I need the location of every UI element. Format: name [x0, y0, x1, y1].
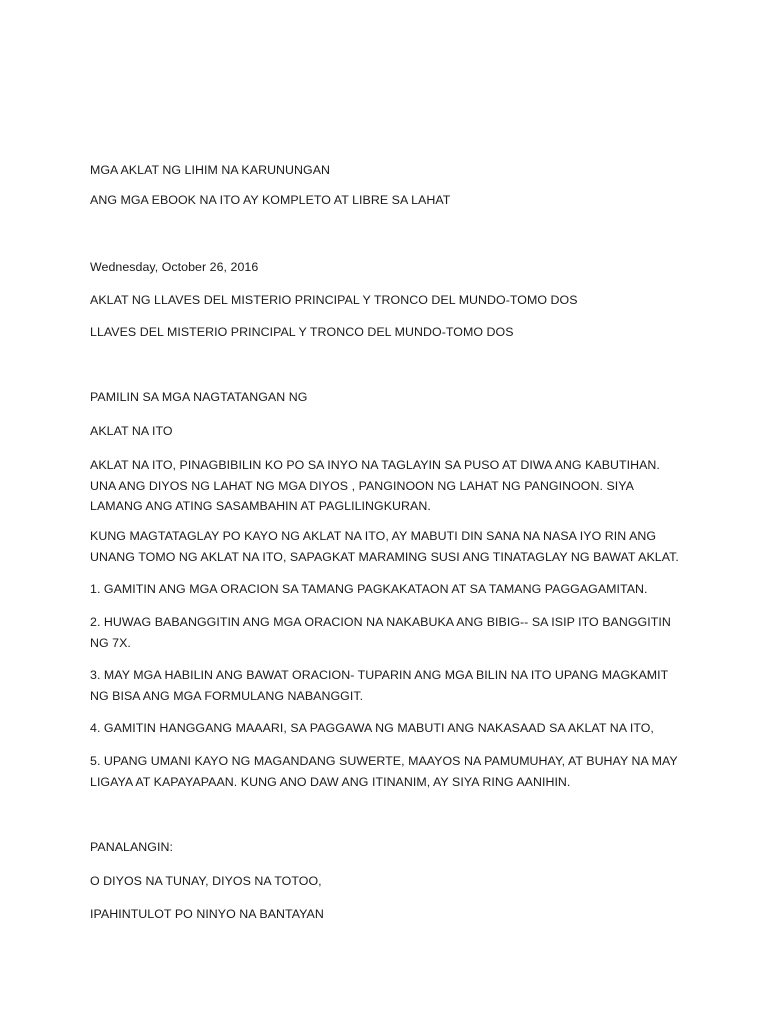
section-subheading: AKLAT NA ITO: [90, 424, 173, 438]
numbered-item: 2. HUWAG BABANGGITIN ANG MGA ORACION NA NAKABUKA ANG BIBIG-- SA ISIP ITO BANGGITIN NG 7X.: [90, 615, 671, 650]
prayer-line: O DIYOS NA TUNAY, DIYOS NA TOTOO,: [90, 874, 322, 888]
numbered-item: 5. UPANG UMANI KAYO NG MAGANDANG SUWERTE, MAAYOS NA PAMUMUHAY, AT BUHAY NA MAY LIGAYA AT KAPAYAPAAN. KUNG ANO DAW ANG ITINANIM, AY SIYA RING AANIHIN.: [90, 754, 678, 789]
numbered-item: 1. GAMITIN ANG MGA ORACION SA TAMANG PAGKAKATAON AT SA TAMANG PAGGAGAMITAN.: [90, 582, 648, 596]
numbered-item: 3. MAY MGA HABILIN ANG BAWAT ORACION- TUPARIN ANG MGA BILIN NA ITO UPANG MAGKAMIT NG BISA ANG MGA FORMULANG NABANGGIT.: [90, 668, 669, 703]
post-subtitle: LLAVES DEL MISTERIO PRINCIPAL Y TRONCO DEL MUNDO-TOMO DOS: [90, 325, 514, 339]
numbered-item: 4. GAMITIN HANGGANG MAAARI, SA PAGGAWA NG MABUTI ANG NAKASAAD SA AKLAT NA ITO,: [90, 721, 654, 735]
post-date: Wednesday, October 26, 2016: [90, 260, 259, 274]
document-subheading: ANG MGA EBOOK NA ITO AY KOMPLETO AT LIBRE SA LAHAT: [90, 193, 451, 207]
section-heading: PAMILIN SA MGA NAGTATANGAN NG: [90, 390, 308, 404]
prayer-heading: PANALANGIN:: [90, 840, 173, 854]
document-heading: MGA AKLAT NG LIHIM NA KARUNUNGAN: [90, 163, 331, 177]
prayer-line: IPAHINTULOT PO NINYO NA BANTAYAN: [90, 907, 324, 921]
paragraph: KUNG MAGTATAGLAY PO KAYO NG AKLAT NA ITO, AY MABUTI DIN SANA NA NASA IYO RIN ANG UNANG TOMO NG AKLAT NA ITO, SAPAGKAT MARAMING SUSI ANG TINATAGLAY NG BAWAT AKLAT.: [90, 529, 679, 564]
paragraph: AKLAT NA ITO, PINAGBIBILIN KO PO SA INYO NA TAGLAYIN SA PUSO AT DIWA ANG KABUTIHAN. UNA ANG DIYOS NG LAHAT NG MGA DIYOS , PANGINOON NG LAHAT NG PANGINOON. SIYA LAMANG ANG ATING SASAMBAHIN AT PAGLILINGKURAN.: [90, 458, 660, 513]
post-title: AKLAT NG LLAVES DEL MISTERIO PRINCIPAL Y TRONCO DEL MUNDO-TOMO DOS: [90, 293, 578, 307]
